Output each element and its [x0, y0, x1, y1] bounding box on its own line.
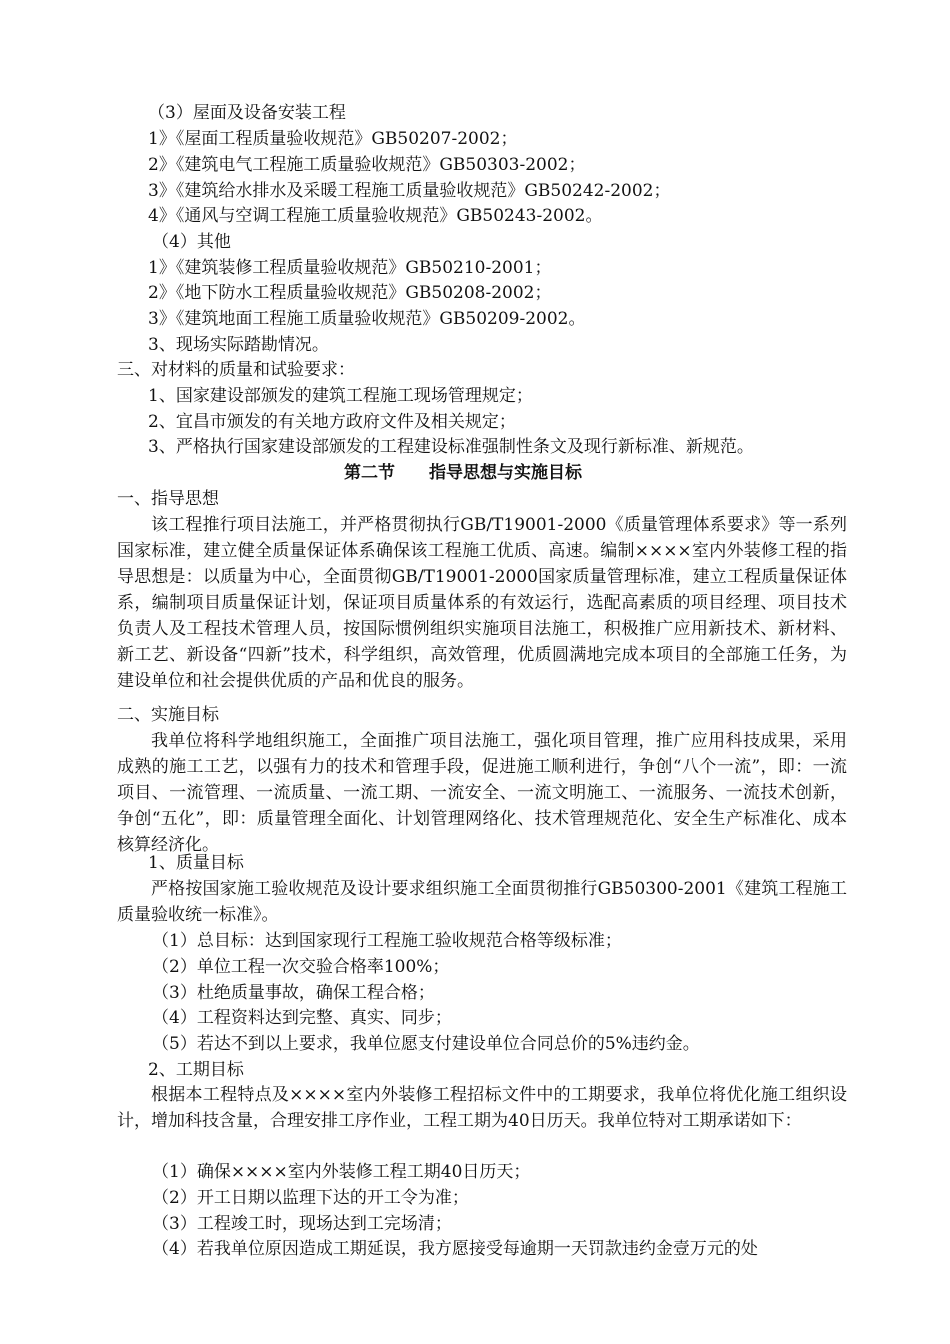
list-item: （2）单位工程一次交验合格率100%；	[152, 957, 450, 977]
list-item: 3》《建筑给水排水及采暖工程施工质量验收规范》GB50242-2002；	[148, 181, 671, 201]
schedule-paragraph: 根据本工程特点及××××室内外装修工程招标文件中的工期要求，我单位将优化施工组织设计，增加科技含量，合理安排工序作业，工程工期为40日历天。我单位特对工期承诺如下：	[117, 1085, 847, 1131]
list-item: （4）若我单位原因造成工期延误，我方愿接受每逾期一天罚款违约金壹万元的处	[152, 1239, 758, 1259]
list-item: （4）工程资料达到完整、真实、同步；	[152, 1008, 452, 1028]
section-heading: 第二节 指导思想与实施目标	[344, 463, 582, 483]
list-item: 2》《地下防水工程质量验收规范》GB50208-2002；	[148, 283, 552, 303]
list-item: （1）确保××××室内外装修工程工期40日历天；	[152, 1162, 531, 1182]
list-item: （5）若达不到以上要求，我单位愿支付建设单位合同总价的5%违约金。	[152, 1034, 700, 1054]
guiding-title: 一、指导思想	[117, 489, 219, 509]
materials-title: 三、对材料的质量和试验要求：	[117, 360, 355, 380]
target-paragraph: 我单位将科学地组织施工，全面推广项目法施工，强化项目管理，推广应用科技成果，采用成熟的施工工艺，以强有力的技术和管理手段，促进施工顺利进行，争创“八个一流”，即：一流项目、一流管理、一流质量、一流工期、一流安全、一流文明施工、一流服务、一流技术创新，争创“五化”，即：质量管理全面化、计划管理网络化、技术管理规范化、安全生产标准化、成本核算经济化。	[117, 731, 847, 855]
site-survey-line: 3、现场实际踏勘情况。	[148, 335, 329, 355]
list-item: （3）工程竣工时，现场达到工完场清；	[152, 1214, 452, 1234]
quality-paragraph: 严格按国家施工验收规范及设计要求组织施工全面贯彻推行GB50300-2001《建筑工程施工质量验收统一标准》。	[117, 879, 847, 925]
quality-title: 1、质量目标	[148, 853, 244, 873]
list-item: 1、国家建设部颁发的建筑工程施工现场管理规定；	[148, 386, 533, 406]
list-item: （1）总目标：达到国家现行工程施工验收规范合格等级标准；	[152, 931, 622, 951]
section4-title: （4）其他	[152, 232, 231, 252]
list-item: 2、宜昌市颁发的有关地方政府文件及相关规定；	[148, 412, 516, 432]
guiding-paragraph: 该工程推行项目法施工，并严格贯彻执行GB/T19001-2000《质量管理体系要求》等一系列国家标准，建立健全质量保证体系确保该工程施工优质、高速。编制××××室内外装修工程的指导思想是：以质量为中心，全面贯彻GB/T19001-2000国家质量管理标准，建立工程质量保证体系，编制项目质量保证计划，保证项目质量体系的有效运行，选配高素质的项目经理、项目技术负责人及工程技术管理人员，按国际惯例组织实施项目法施工，积极推广应用新技术、新材料、新工艺、新设备“四新”技术，科学组织，高效管理，优质圆满地完成本项目的全部施工任务，为建设单位和社会提供优质的产品和优良的服务。	[117, 515, 847, 691]
list-item: 1》《屋面工程质量验收规范》GB50207-2002；	[148, 129, 518, 149]
section3-title: （3）屋面及设备安装工程	[148, 103, 346, 123]
list-item: 3》《建筑地面工程施工质量验收规范》GB50209-2002。	[148, 309, 586, 329]
list-item: 3、严格执行国家建设部颁发的工程建设标准强制性条文及现行新标准、新规范。	[148, 437, 754, 457]
target-title: 二、实施目标	[117, 705, 219, 725]
list-item: （3）杜绝质量事故，确保工程合格；	[152, 983, 435, 1003]
list-item: （2）开工日期以监理下达的开工令为准；	[152, 1188, 469, 1208]
list-item: 1》《建筑装修工程质量验收规范》GB50210-2001；	[148, 258, 552, 278]
list-item: 2》《建筑电气工程施工质量验收规范》GB50303-2002；	[148, 155, 586, 175]
list-item: 4》《通风与空调工程施工质量验收规范》GB50243-2002。	[148, 206, 603, 226]
schedule-title: 2、工期目标	[148, 1060, 244, 1080]
